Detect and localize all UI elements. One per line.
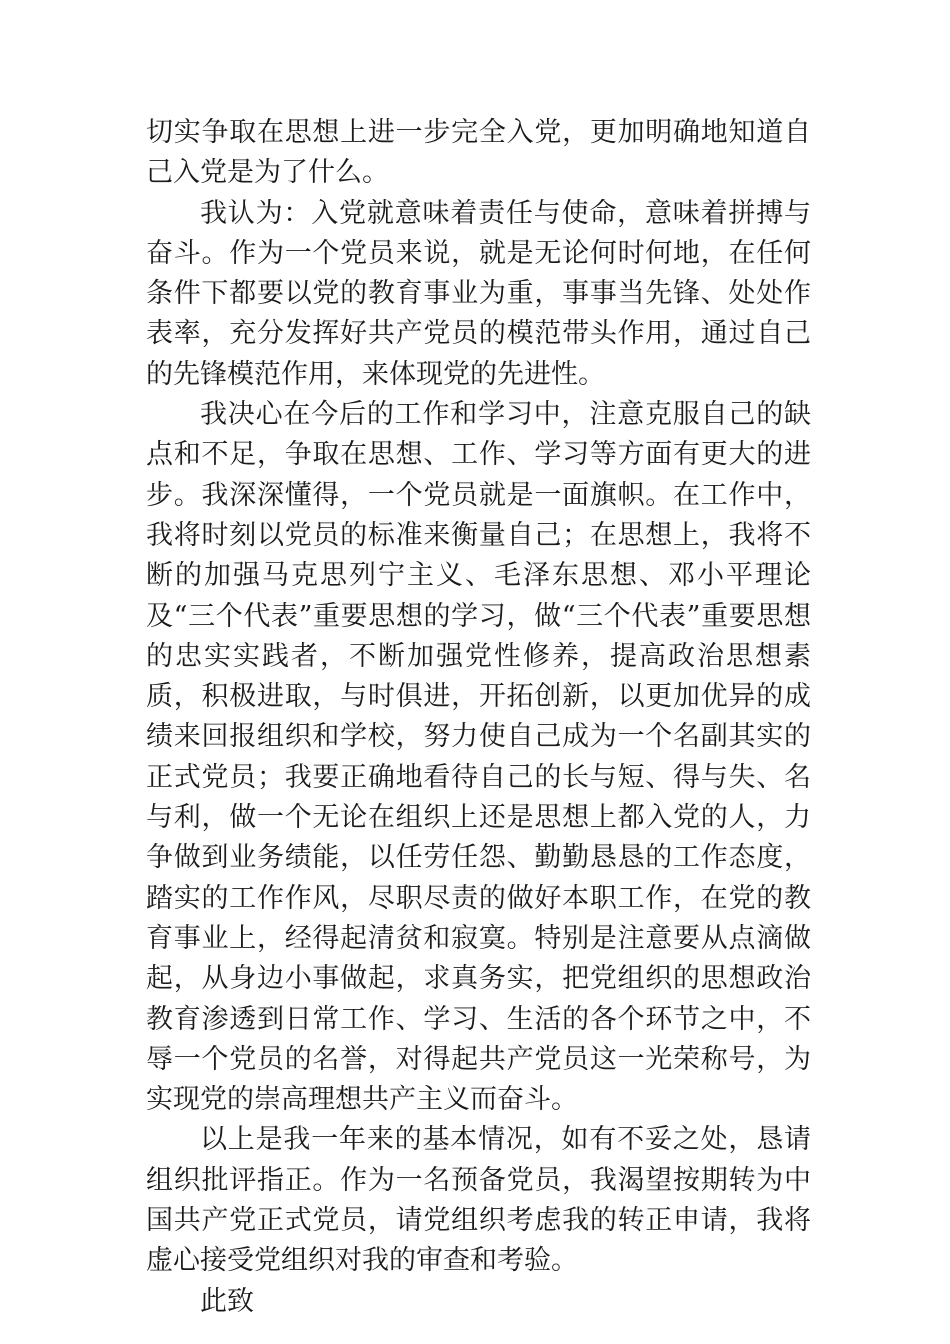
paragraph-summary: 以上是我一年来的基本情况，如有不妥之处，恳请组织批评指正。作为一名预备党员，我渴望按期转为中国共产党正式党员，请党组织考虑我的转正申请，我将虚心接受党组织对我的审查和考验。 <box>146 1124 811 1277</box>
paragraph-responsibility: 我认为：入党就意味着责任与使命，意味着拼搏与奋斗。作为一个党员来说，就是无论何时何地，在任何条件下都要以党的教育事业为重，事事当先锋、处处作表率，充分发挥好共产党员的模范带头作用，通过自己的先锋模范作用，来体现党的先进性。 <box>146 197 811 390</box>
document-body <box>146 113 811 1322</box>
closing-salutation: 此致 <box>200 1285 254 1317</box>
paragraph-resolution: 我决心在今后的工作和学习中，注意克服自己的缺点和不足，争取在思想、工作、学习等方面有更大的进步。我深深懂得，一个党员就是一面旗帜。在工作中，我将时刻以党员的标准来衡量自己；在思想上，我将不断的加强马克思列宁主义、毛泽东思想、邓小平理论及“三个代表”重要思想的学习，做“三个代表”重要思想的忠实实践者，不断加强党性修养，提高政治思想素质，积极进取，与时俱进，开拓创新，以更加优异的成绩来回报组织和学校，努力使自己成为一个名副其实的正式党员；我要正确地看待自己的长与短、得与失、名与利，做一个无论在组织上还是思想上都入党的人，力争做到业务绩能，以任劳任怨、勤勤恳恳的工作态度，踏实的工作作风，尽职尽责的做好本职工作，在党的教育事业上，经得起清贫和寂寞。特别是注意要从点滴做起，从身边小事做起，求真务实，把党组织的思想政治教育渗透到日常工作、学习、生活的各个环节之中，不辱一个党员的名誉，对得起共产党员这一光荣称号，为实现党的崇高理想共产主义而奋斗。 <box>146 399 811 1116</box>
paragraph-continuation: 切实争取在思想上进一步完全入党，更加明确地知道自己入党是为了什么。 <box>146 117 811 189</box>
